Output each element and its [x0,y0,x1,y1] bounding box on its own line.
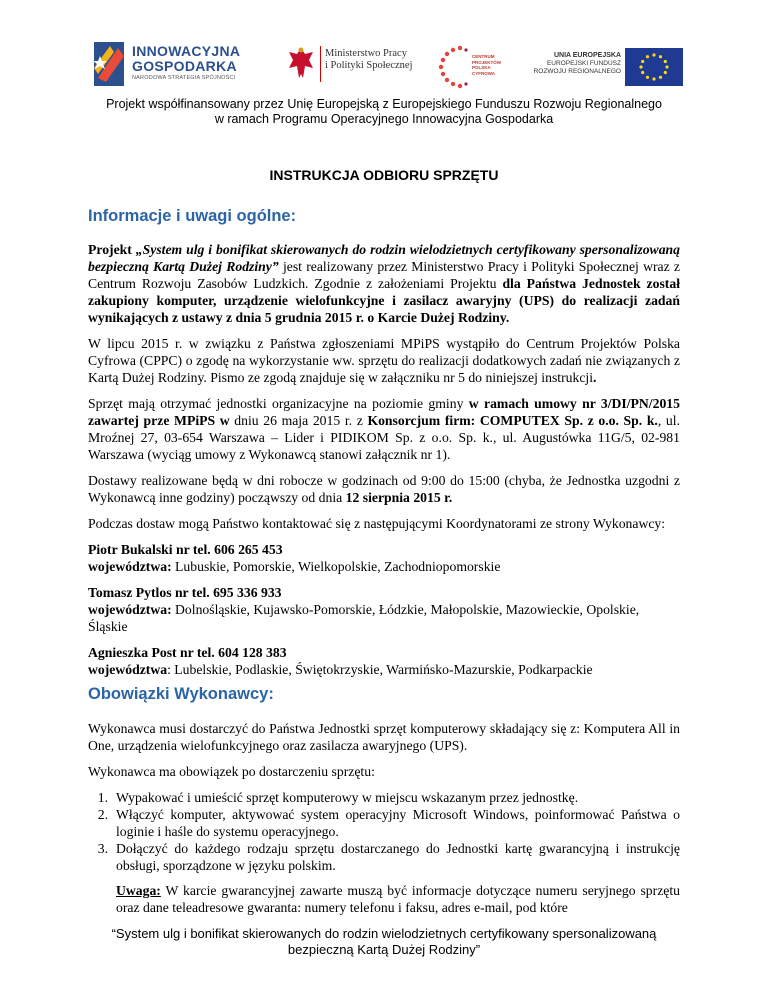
paragraph-deliveries: Dostawy realizowane będą w dni robocze w godzinach od 9:00 do 15:00 (chyba, że Jednostka uzgodni z Wykonawcą inne godziny) począwszy od dnia 12 sierpnia 2015 r. [88,473,680,505]
eu-flag-icon [625,48,683,86]
document-title: INSTRUKCJA ODBIORU SPRZĘTU [269,167,499,183]
section-general-body [88,241,680,687]
cofinancing-note: Projekt współfinansowany przez Unię Europejską z Europejskiego Funduszu Rozwoju Regionalnego w ramach Programu Operacyjnego Innowacyjna Gospodarka [106,97,662,126]
logo-strip [88,38,680,94]
coordinator-entry: Tomasz Pytlos nr tel. 695 336 933 województwa: Dolnośląskie, Kujawsko-Pomorskie, Łódzkie, Małopolskie, Mazowieckie, Opolskie, Śląskie [88,585,640,634]
eu-logo [533,48,683,84]
innowacyjna-emblem-icon [88,38,130,90]
paragraph-contact: Podczas dostaw mogą Państwo kontaktować się z następującymi Koordynatorami ze strony Wykonawcy: [88,516,666,531]
cppc-logo [436,42,526,90]
cppc-text: CENTRUM PROJEKTÓW POLSKA CYFROWA [472,54,502,76]
innowacyjna-gospodarka-logo [88,38,241,94]
paragraph-contract: Sprzęt mają otrzymać jednostki organizacyjne na poziomie gminy w ramach umowy nr 3/DI/PN/2015 zawartej prze MPiPS w dniu 26 maja 2015 r. z Konsorcjum firm: COMPUTEX Sp. z o.o. Sp. k., ul. Mroźnej 27, 03-654 Warszawa – Lider i PIDIKOM Sp. z o.o. Sp. k., ul. Augustówka 11G/5, 02-981 Warszawa (wyciąg umowy z Wykonawcą stanowi załącznik nr 1). [88,396,680,462]
paragraph-duty: Wykonawca ma obowiązek po dostarczeniu sprzętu: [88,764,375,779]
list-item: 1. Wypakować i umieścić sprzęt komputerowy w miejscu wskazanym przez jednostkę. [97,790,579,805]
warranty-note: Uwaga: W karcie gwarancyjnej zawarte muszą być informacje dotyczące numeru seryjnego sprzętu oraz dane teleadresowe gwaranta: numery telefonu i faksu, adres e-mail, pod które [116,883,680,915]
page-footer: “System ulg i bonifikat skierowanych do rodzin wielodzietnych certyfikowany spersonalizowaną bezpieczną Kartą Dużej Rodziny” [111,926,657,957]
paragraph-july: W lipcu 2015 r. w związku z Państwa zgłoszeniami MPiPS wystąpiło do Centrum Projektów Polska Cyfrowa (CPPC) o zgodę na wykorzystanie ww. sprzętu do realizacji dodatkowych zadań nie związanych z Kartą Dużej Rodziny. Pismo ze zgodą znajduje się w załączniku nr 5 do niniejszej instrukcji. [88,336,680,385]
innowacyjna-text: INNOWACYJNA GOSPODARKA NARODOWA STRATEGIA SPÓJNOŚCI [132,43,241,81]
coordinator-entry: Piotr Bukalski nr tel. 606 265 453 województwa: Lubuskie, Pomorskie, Wielkopolskie, Zachodniopomorskie [88,542,501,574]
section-obligations-body [88,720,680,916]
ministry-text: Ministerstwo Pracy i Polityki Społecznej [325,48,413,71]
list-item: 3. Dołączyć do każdego rodzaju sprzętu dostarczanego do Jednostki kartę gwarancyjną i instrukcję obsługi, sporządzone w języku polskim. [97,841,680,873]
section-heading-obligations: Obowiązki Wykonawcy: [88,685,274,703]
list-item: 2. Włączyć komputer, aktywować system operacyjny Microsoft Windows, poinformować Państwa o loginie i haśle do systemu operacyjnego. [97,807,680,839]
section-heading-general: Informacje i uwagi ogólne: [88,207,297,225]
coordinator-entry: Agnieszka Post nr tel. 604 128 383 województwa: Lubelskie, Podlaskie, Świętokrzyskie, Warmińsko-Mazurskie, Podkarpackie [88,645,593,677]
obligations-list [88,789,680,874]
paragraph-equipment: Wykonawca musi dostarczyć do Państwa Jednostki sprzęt komputerowy składający się z: Komputera All in One, urządzenia wielofunkcyjnego oraz zasilacza awaryjnego (UPS). [88,721,680,753]
paragraph-project: Projekt „System ulg i bonifikat skierowanych do rodzin wielodzietnych certyfikowany spersonalizowaną bezpieczną Kartą Dużej Rodziny” jest realizowany przez Ministerstwo Pracy i Polityki Społecznej wraz z Centrum Rozwoju Zasobów Ludzkich. Zgodnie z założeniami Projektu dla Państwa Jednostek został zakupiony komputer, urządzenie wielofunkcyjne i zasilacz awaryjny (UPS) do realizacji zadań wynikających z ustawy z dnia 5 grudnia 2015 r. o Karcie Dużej Rodziny. [88,242,680,325]
ministry-logo [285,44,415,88]
cppc-emblem-icon [436,42,476,90]
polish-eagle-icon [285,44,317,84]
eu-text: UNIA EUROPEJSKA EUROPEJSKI FUNDUSZ ROZWOJU REGIONALNEGO [533,52,621,75]
